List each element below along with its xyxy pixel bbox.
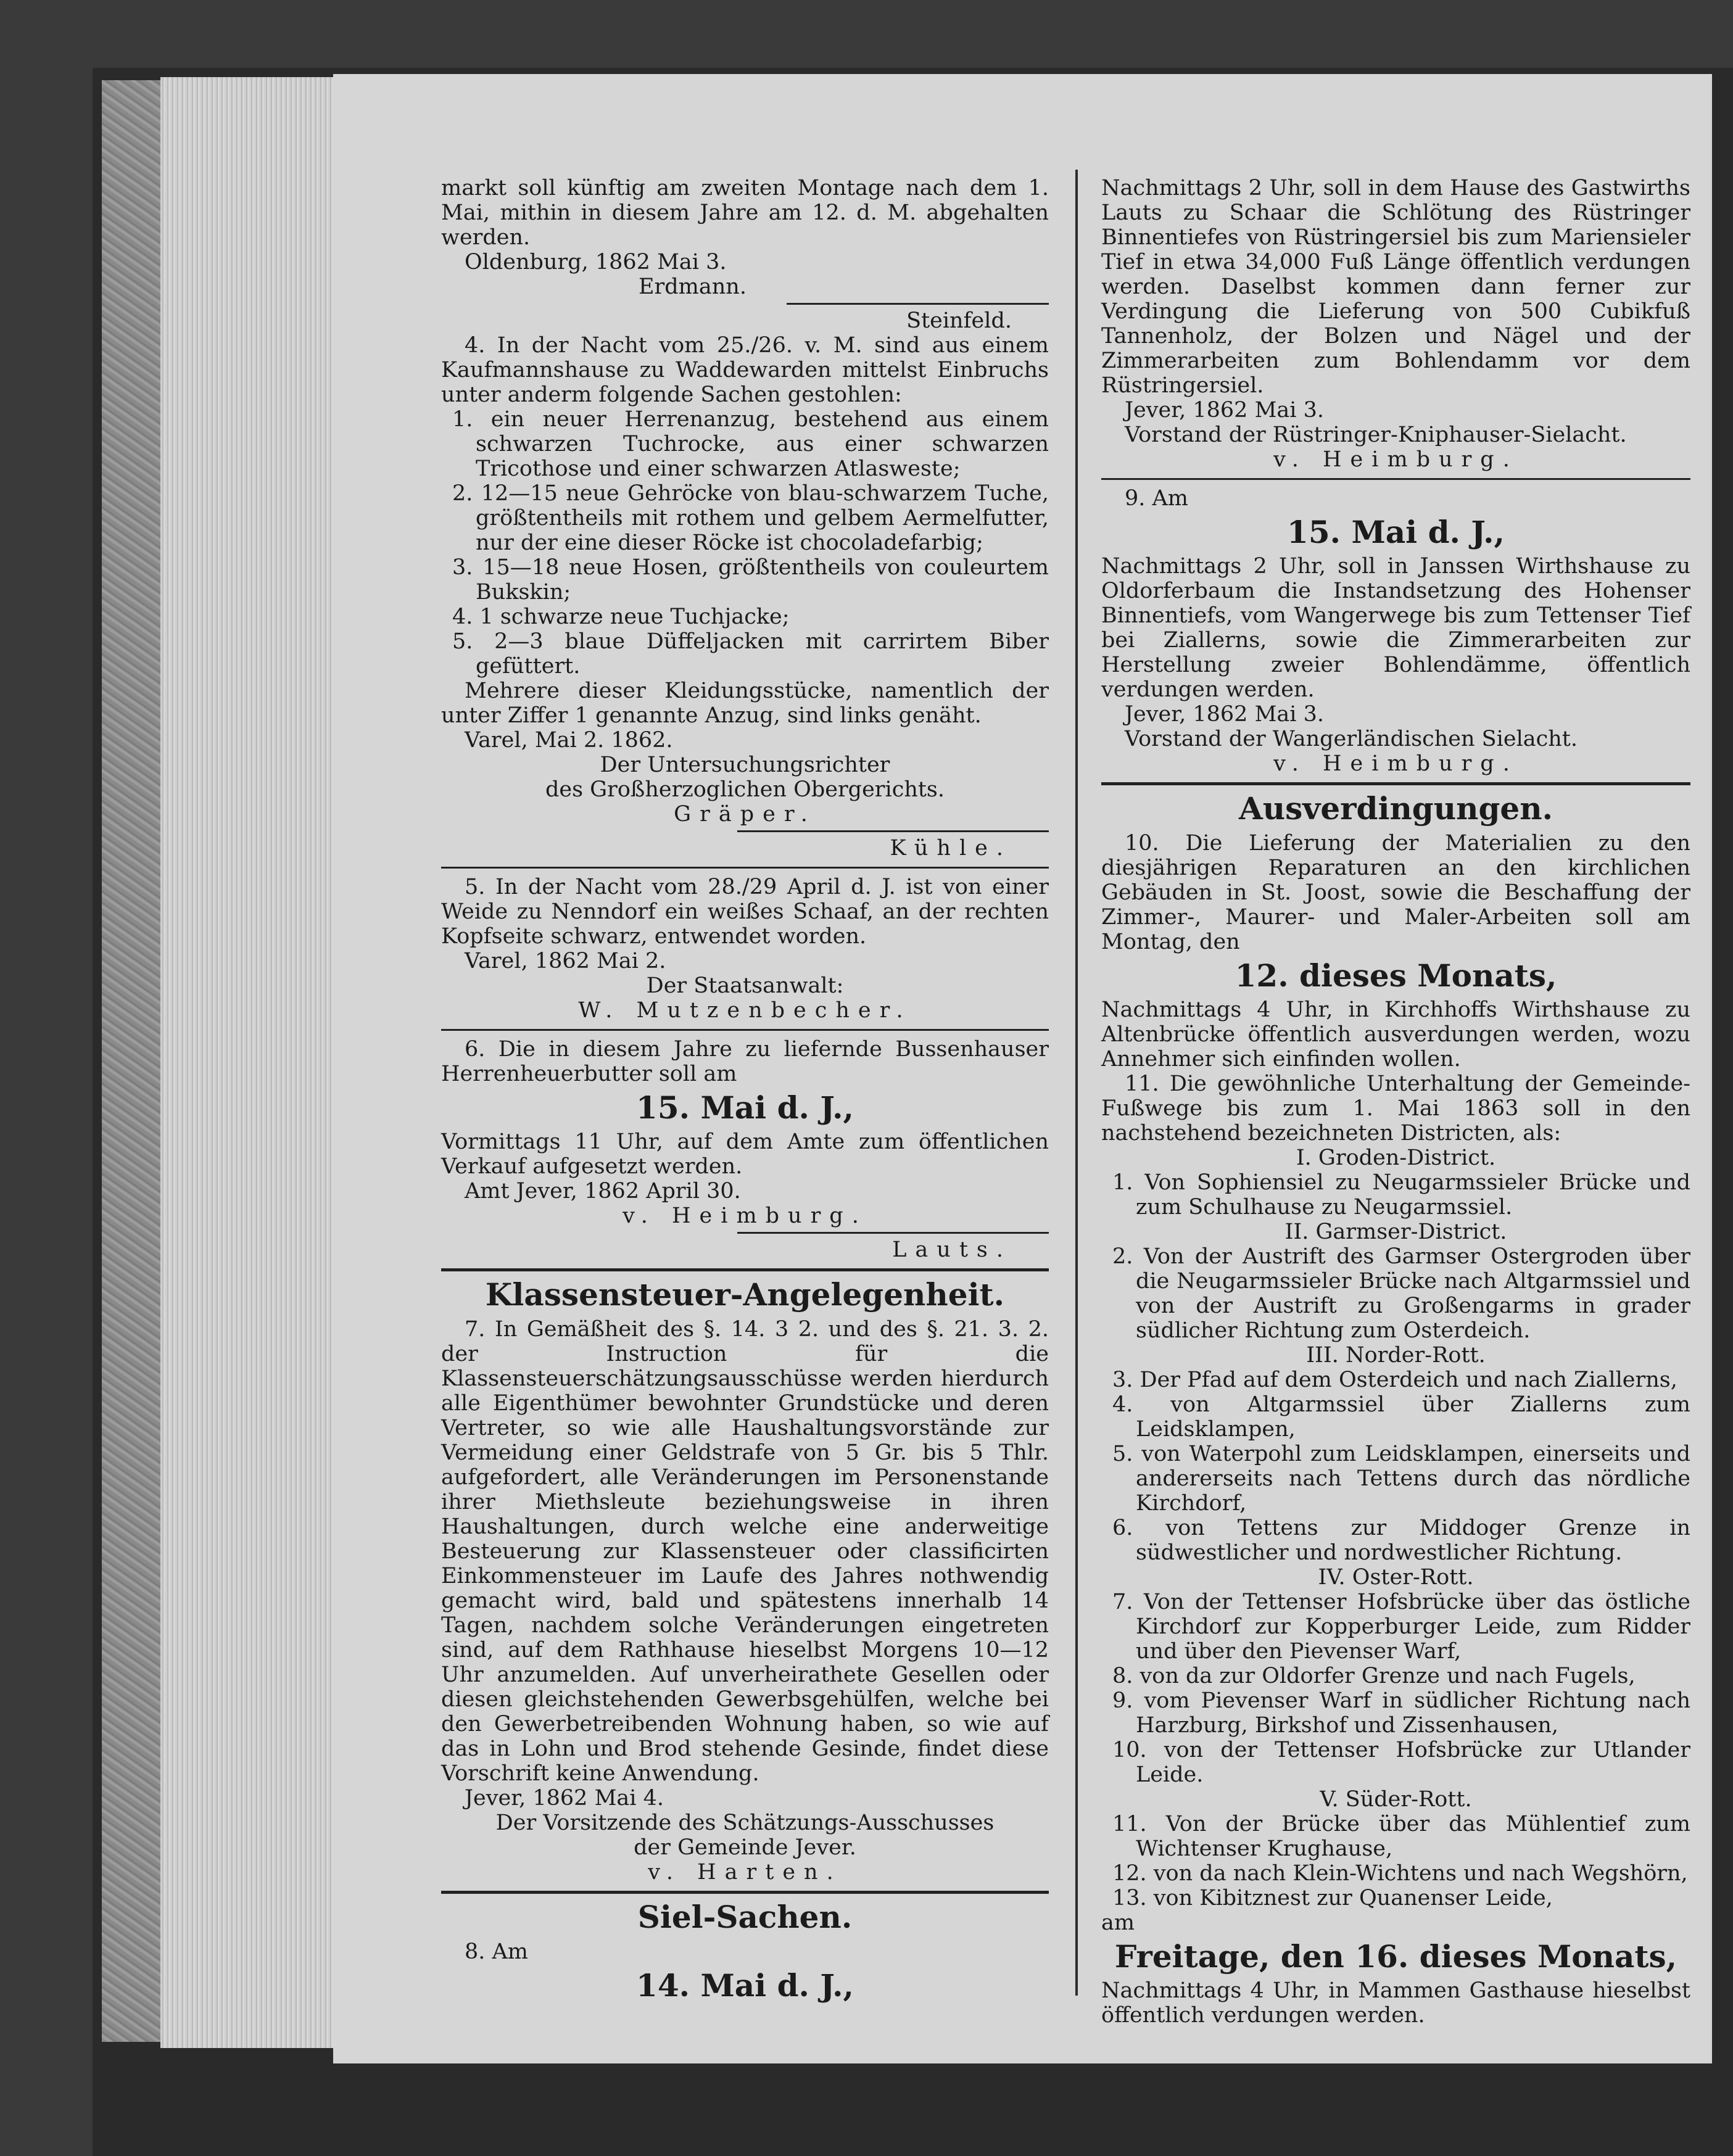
authority: Der Untersuchungsrichter <box>600 753 890 777</box>
list-item: 10. von der Tettenser Hofsbrücke zur Utlander Leide. <box>1112 1738 1690 1787</box>
paragraph: Nachmittags 4 Uhr, in Kirchhoffs Wirthshause zu Altenbrücke öffentlich ausverdungen werden, wozu Annehmer sich einfinden wollen. <box>1101 997 1690 1072</box>
district-heading: I. Groden-District. <box>1296 1146 1496 1170</box>
signature: W. Mutzenbecher. <box>578 998 912 1023</box>
authority: Vorstand der Wangerländischen Sielacht. <box>1125 727 1578 751</box>
list-item: 3. Der Pfad auf dem Osterdeich und nach Ziallerns, <box>1112 1368 1677 1392</box>
paragraph: Nachmittags 4 Uhr, in Mammen Gasthause hieselbst öffentlich verdungen werden. <box>1101 1978 1690 2028</box>
list-item: 3. 15—18 neue Hosen, größtentheils von couleurtem Bukskin; <box>452 555 1049 605</box>
signature: Gräper. <box>674 802 816 827</box>
list-item: 1. Von Sophiensiel zu Neugarmssieler Brücke und zum Schulhause zu Neugarmssiel. <box>1112 1170 1690 1220</box>
signature: v. Heimburg. <box>1273 447 1518 472</box>
date-heading: 15. Mai d. J., <box>1287 514 1505 550</box>
list-item: 2. Von der Austrift des Garmser Ostergroden über die Neugarmssieler Brücke nach Altgarmssiel und von der Austrift zu Großengarms in grader südlicher Richtung zum Osterdeich. <box>1112 1244 1690 1343</box>
authority: Der Staatsanwalt: <box>646 973 844 998</box>
divider <box>441 1891 1049 1894</box>
dateline: Jever, 1862 Mai 3. <box>1125 702 1324 727</box>
authority: Vorstand der Rüstringer-Kniphauser-Sielacht. <box>1125 423 1627 447</box>
list-item: 5. 2—3 blaue Düffeljacken mit carrirtem Biber gefüttert. <box>452 629 1049 679</box>
divider <box>737 830 1049 832</box>
list-item: 5. von Waterpohl zum Leidsklampen, einerseits und andererseits nach Tettens durch das nördliche Kirchdorf, <box>1112 1442 1690 1516</box>
authority: des Großherzoglichen Obergerichts. <box>545 777 945 802</box>
authority: Der Vorsitzende des Schätzungs-Ausschusses <box>495 1811 995 1835</box>
dateline: Jever, 1862 Mai 3. <box>1125 398 1324 423</box>
divider <box>1101 478 1690 480</box>
notice-9: 9. Am <box>1125 486 1188 511</box>
dateline: Varel, 1862 Mai 2. <box>465 949 666 973</box>
dateline: Varel, Mai 2. 1862. <box>465 728 673 753</box>
column-divider <box>1075 170 1078 1996</box>
list-item: 9. vom Pievenser Warf in südlicher Richtung nach Harzburg, Birkshof und Zissenhausen, <box>1112 1688 1690 1738</box>
district-heading: II. Garmser-District. <box>1284 1220 1507 1244</box>
signature: v. Heimburg. <box>1273 751 1518 776</box>
paragraph: am <box>1101 1910 1135 1935</box>
notice-10: 10. Die Lieferung der Materialien zu den diesjährigen Reparaturen an den kirchlichen Gebäuden in St. Joost, sowie die Beschaffung der Zimmer-, Maurer- und Maler-Arbeiten soll am Montag, den <box>1101 831 1690 954</box>
list-item: 12. von da nach Klein-Wichtens und nach Wegshörn, <box>1112 1861 1688 1886</box>
paragraph: Nachmittags 2 Uhr, soll in Janssen Wirthshause zu Oldorferbaum die Instandsetzung des Hohenser Binnentiefs, vom Wangerwege bis zum Tettenser Tief bei Ziallerns, sowie die Zimmerarbeiten zur Herstellung zweier Bohlendämme, öffentlich verdungen werden. <box>1101 554 1690 702</box>
right-column <box>1101 176 1690 2028</box>
list-item: 2. 12—15 neue Gehröcke von blau-schwarzem Tuche, größtentheils mit rothem und gelbem Aermelfutter, nur der eine dieser Röcke ist chocoladefarbig; <box>452 481 1049 555</box>
list-item: 7. Von der Tettenser Hofsbrücke über das östliche Kirchdorf zur Kopperburger Leide, zum Ridder und über den Pievenser Warf, <box>1112 1590 1690 1664</box>
date-heading: Freitage, den 16. dieses Monats, <box>1114 1938 1677 1975</box>
divider <box>787 303 1049 305</box>
paragraph: Nachmittags 2 Uhr, soll in dem Hause des Gastwirths Lauts zu Schaar die Schlötung des Rüstringer Binnentiefes von Rüstringersiel bis zum Mariensieler Tief in etwa 34,000 Fuß Länge öffentlich verdungen werden. Daselbst kommen dann ferner zur Verdingung die Lieferung von 500 Cubikfuß Tannenholz, der Bolzen und Nägel und der Zimmerarbeiten zum Bohlendamm vor dem Rüstringersiel. <box>1101 176 1690 398</box>
signature: Kühle. <box>890 836 1012 861</box>
list-item: 1. ein neuer Herrenanzug, bestehend aus einem schwarzen Tuchrocke, aus einer schwarzen Tricothose und einer schwarzen Atlasweste; <box>452 407 1049 481</box>
dateline: Amt Jever, 1862 April 30. <box>465 1179 741 1204</box>
signature: v. Harten. <box>648 1860 842 1885</box>
notice-11: 11. Die gewöhnliche Unterhaltung der Gemeinde-Fußwege bis zum 1. Mai 1863 soll in den nachstehend bezeichneten Districten, als: <box>1101 1072 1690 1146</box>
divider <box>737 1232 1049 1234</box>
district-heading: V. Süder-Rott. <box>1320 1787 1472 1812</box>
list-item: 6. von Tettens zur Middoger Grenze in südwestlicher und nordwestlicher Richtung. <box>1112 1516 1690 1565</box>
place-heading: Steinfeld. <box>906 308 1012 333</box>
signature: Erdmann. <box>639 275 747 299</box>
district-heading: IV. Oster-Rott. <box>1318 1565 1474 1590</box>
notice-6: 6. Die in diesem Jahre zu liefernde Bussenhauser Herrenheuerbutter soll am <box>441 1037 1049 1086</box>
paragraph: Vormittags 11 Uhr, auf dem Amte zum öffentlichen Verkauf aufgesetzt werden. <box>441 1130 1049 1179</box>
list-item: 4. 1 schwarze neue Tuchjacke; <box>452 605 790 629</box>
paragraph: Mehrere dieser Kleidungsstücke, namentlich der unter Ziffer 1 genannte Anzug, sind links genäht. <box>441 679 1049 728</box>
divider <box>441 1268 1049 1271</box>
dateline: Oldenburg, 1862 Mai 3. <box>465 250 727 275</box>
section-heading: Siel-Sachen. <box>637 1899 853 1935</box>
list-item: 8. von da zur Oldorfer Grenze und nach Fugels, <box>1112 1664 1636 1688</box>
left-column <box>441 176 1049 2007</box>
notice-8: 8. Am <box>465 1939 528 1964</box>
list-item: 4. von Altgarmssiel über Ziallerns zum Leidsklampen, <box>1112 1392 1690 1442</box>
date-heading: 14. Mai d. J., <box>636 1967 854 2004</box>
notice-5: 5. In der Nacht vom 28./29 April d. J. ist von einer Weide zu Nenndorf ein weißes Schaaf, an der rechten Kopfseite schwarz, entwendet worden. <box>441 875 1049 949</box>
date-heading: 12. dieses Monats, <box>1235 957 1557 994</box>
date-heading: 15. Mai d. J., <box>636 1089 854 1126</box>
notice-7: 7. In Gemäßheit des §. 14. 3 2. und des §. 21. 3. 2. der Instruction für die Klassensteuerschätzungsausschüsse werden hierdurch alle Eigenthümer bewohnter Grundstücke und deren Vertreter, so wie alle Haushaltungsvorstände zur Vermeidung einer Geldstrafe von 5 Gr. bis 5 Thlr. aufgefordert, alle Veränderungen im Personenstande ihrer Miethsleute beziehungsweise in ihren Haushaltungen, durch welche eine anderweitige Besteuerung zur Klassensteuer oder classificirten Einkommensteuer im Laufe des Jahres nothwendig gemacht wird, bald und spätestens innerhalb 14 Tagen, nachdem solche Veränderungen eingetreten sind, auf dem Rathhause hieselbst Morgens 10—12 Uhr anzumelden. Auf unverheirathete Gesellen oder diesen gleichstehenden Gewerbsgehülfen, welche bei den Gewerbetreibenden Wohnung haben, so wie auf das in Lohn und Brod stehende Gesinde, findet diese Vorschrift keine Anwendung. <box>441 1317 1049 1786</box>
paragraph: markt soll künftig am zweiten Montage nach dem 1. Mai, mithin in diesem Jahre am 12. d. M. abgehalten werden. <box>441 176 1049 250</box>
dateline: Jever, 1862 Mai 4. <box>465 1786 664 1811</box>
signature: v. Heimburg. <box>622 1204 867 1228</box>
section-heading: Klassensteuer-Angelegenheit. <box>485 1276 1005 1313</box>
district-heading: III. Norder-Rott. <box>1306 1343 1486 1368</box>
section-heading: Ausverdingungen. <box>1238 790 1553 827</box>
list-item: 13. von Kibitznest zur Quanenser Leide, <box>1112 1886 1553 1910</box>
divider <box>441 867 1049 869</box>
signature: Lauts. <box>892 1237 1012 1262</box>
authority: der Gemeinde Jever. <box>634 1835 856 1860</box>
divider <box>1101 782 1690 785</box>
page-edges <box>160 77 333 2048</box>
list-item: 11. Von der Brücke über das Mühlentief zum Wichtenser Krughause, <box>1112 1812 1690 1861</box>
notice-4: 4. In der Nacht vom 25./26. v. M. sind aus einem Kaufmannshause zu Waddewarden mittelst Einbruchs unter anderm folgende Sachen gestohlen: <box>441 333 1049 407</box>
divider <box>441 1029 1049 1031</box>
